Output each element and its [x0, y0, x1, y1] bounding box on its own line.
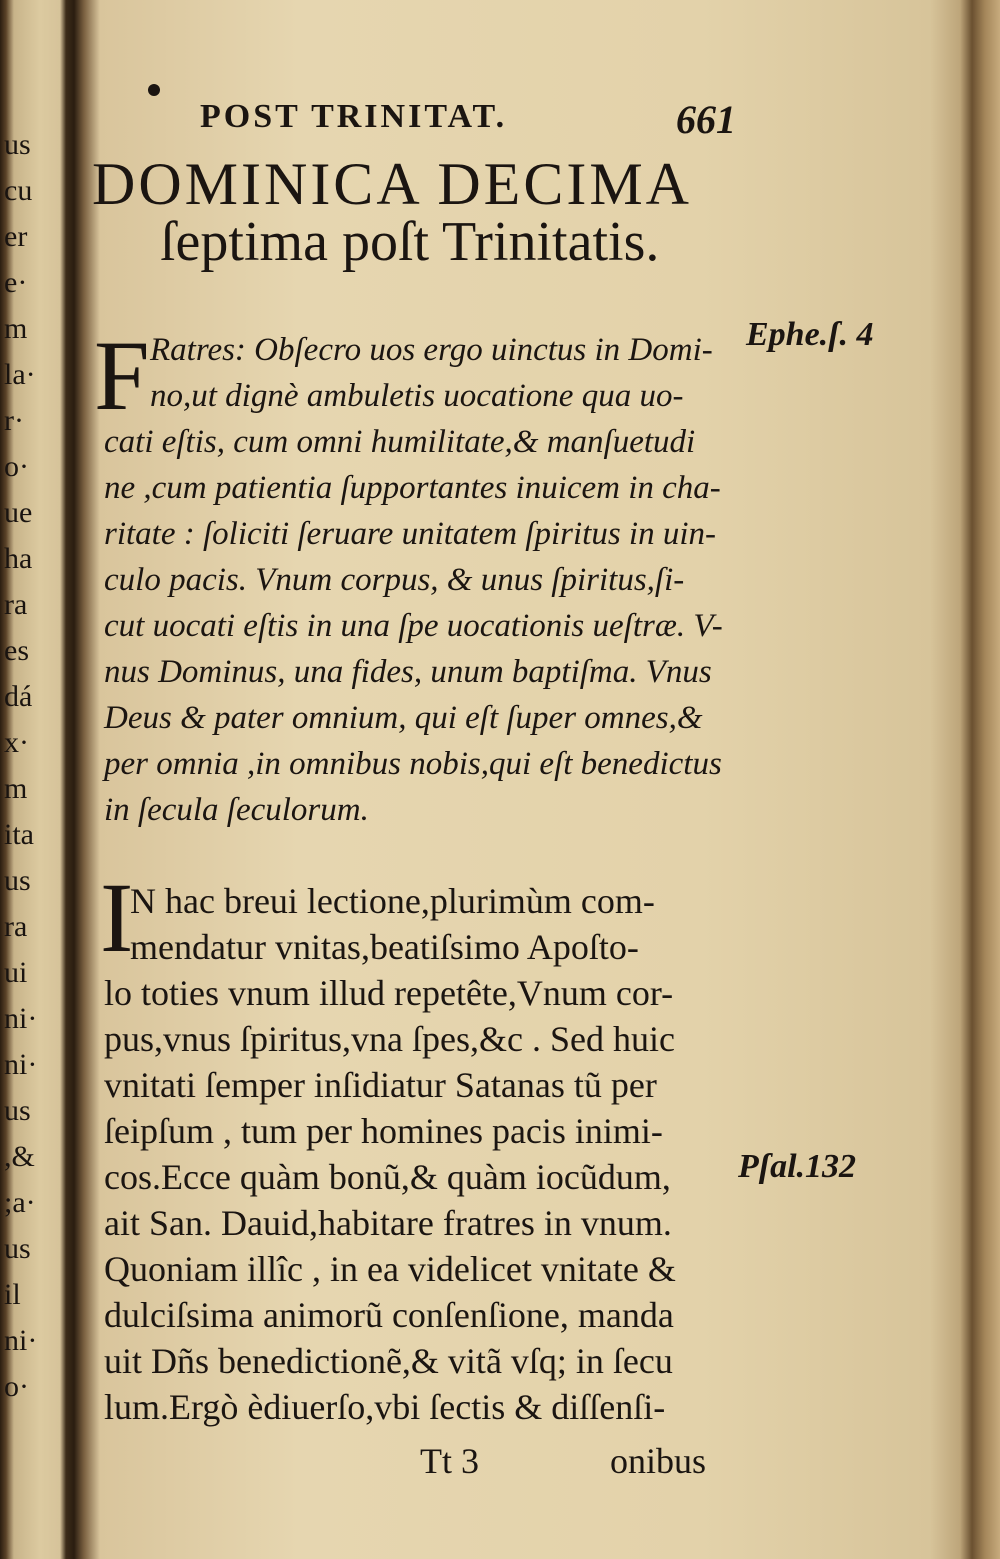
facing-page-fragment: ;a·	[4, 1186, 36, 1219]
epistle-line: ritate : ſoliciti ſeruare unitatem ſpiritus in uin-	[104, 516, 716, 552]
facing-page-fragment: cu	[4, 174, 33, 207]
ink-dot	[148, 84, 160, 96]
epistle-line: cut uocati eſtis in una ſpe uocationis ueſtræ. V-	[104, 608, 723, 644]
epistle-line: Ratres: Obſecro uos ergo uinctus in Domi-	[150, 332, 713, 368]
commentary-line: Quoniam illîc , in ea videlicet vnitate &	[104, 1249, 676, 1289]
epistle-line: Deus & pater omnium, qui eſt ſuper omnes,&	[104, 700, 703, 736]
epistle-dropcap: F	[94, 320, 150, 431]
facing-page-fragment: ui	[4, 956, 28, 989]
running-title: POST TRINITAT.	[200, 98, 508, 135]
margin-reference-ephesians: Ephe.ſ. 4	[746, 316, 874, 353]
facing-page-fragment: us	[4, 1232, 31, 1265]
commentary-line: lo toties vnum illud repetête,Vnum cor-	[104, 973, 674, 1013]
facing-page-fragment: ni·	[4, 1048, 38, 1081]
facing-page-fragment: m	[4, 312, 28, 345]
commentary-line: mendatur vnitas,beatiſsimo Apoſto-	[130, 927, 639, 967]
commentary-line: lum.Ergò èdiuerſo,vbi ſectis & diſſenſi-	[104, 1387, 666, 1427]
facing-page-fragment: ni·	[4, 1324, 38, 1357]
facing-page-fragment: ita	[4, 818, 34, 851]
margin-reference-psalm: Pſal.132	[738, 1148, 857, 1185]
section-title: DOMINICA DECIMA	[92, 151, 692, 217]
epistle-line: ne ,cum patientia ſupportantes inuicem in cha-	[104, 470, 721, 506]
facing-page-edge	[0, 0, 60, 1559]
epistle-line: per omnia ,in omnibus nobis,qui eſt benedictus	[104, 746, 722, 782]
facing-page-fragment: x·	[4, 726, 29, 759]
facing-page-fragment: il	[4, 1278, 21, 1311]
catchword: onibus	[610, 1441, 707, 1481]
signature-mark: Tt 3	[420, 1441, 479, 1481]
facing-page-fragment: o·	[4, 450, 29, 483]
facing-page-fragment: ,&	[4, 1140, 35, 1173]
page-number: 661	[676, 97, 736, 142]
epistle-line: in ſecula ſeculorum.	[104, 792, 369, 828]
facing-page-fragment: us	[4, 1094, 31, 1127]
epistle-line: no,ut dignè ambuletis uocatione qua uo-	[150, 378, 684, 414]
commentary-line: dulciſsima animorũ conſenſione, manda	[104, 1295, 674, 1335]
epistle-line: culo pacis. Vnum corpus, & unus ſpiritus,ſi-	[104, 562, 685, 598]
commentary-dropcap: I	[100, 862, 134, 973]
facing-page-fragment: e·	[4, 266, 28, 299]
facing-page-fragment: ra	[4, 588, 28, 621]
facing-page-fragment: us	[4, 128, 31, 161]
facing-page-fragment: ni·	[4, 1002, 38, 1035]
facing-page-fragment: ha	[4, 542, 33, 575]
commentary-line: vnitati ſemper inſidiatur Satanas tũ per	[104, 1065, 657, 1105]
epistle-line: cati eſtis, cum omni humilitate,& manſuetudi	[104, 424, 696, 460]
commentary-line: uit Dñs benedictionẽ,& vitã vſq; in ſecu	[104, 1341, 673, 1381]
commentary-line: cos.Ecce quàm bonũ,& quàm iocũdum,	[104, 1157, 671, 1197]
section-subtitle: ſeptima poſt Trinitatis.	[160, 211, 660, 273]
facing-page-fragment: la·	[4, 358, 36, 391]
commentary-line: pus,vnus ſpiritus,vna ſpes,&c . Sed huic	[104, 1019, 675, 1059]
commentary-line: N hac breui lectione,plurimùm com-	[130, 881, 655, 921]
facing-page-fragment: dá	[4, 680, 33, 713]
facing-page-fragment: ra	[4, 910, 28, 943]
facing-page-fragment: r·	[4, 404, 24, 437]
commentary-line: ſeipſum , tum per homines pacis inimi-	[104, 1111, 663, 1151]
facing-page-fragment: es	[4, 634, 29, 667]
epistle-line: nus Dominus, una fides, unum baptiſma. Vnus	[104, 654, 712, 690]
facing-page-fragment: er	[4, 220, 28, 253]
commentary-line: ait San. Dauid,habitare fratres in vnum.	[104, 1203, 672, 1243]
facing-page-fragment: ue	[4, 496, 33, 529]
facing-page-fragment: m	[4, 772, 28, 805]
facing-page-fragment: us	[4, 864, 31, 897]
facing-page-fragment: o·	[4, 1370, 29, 1403]
